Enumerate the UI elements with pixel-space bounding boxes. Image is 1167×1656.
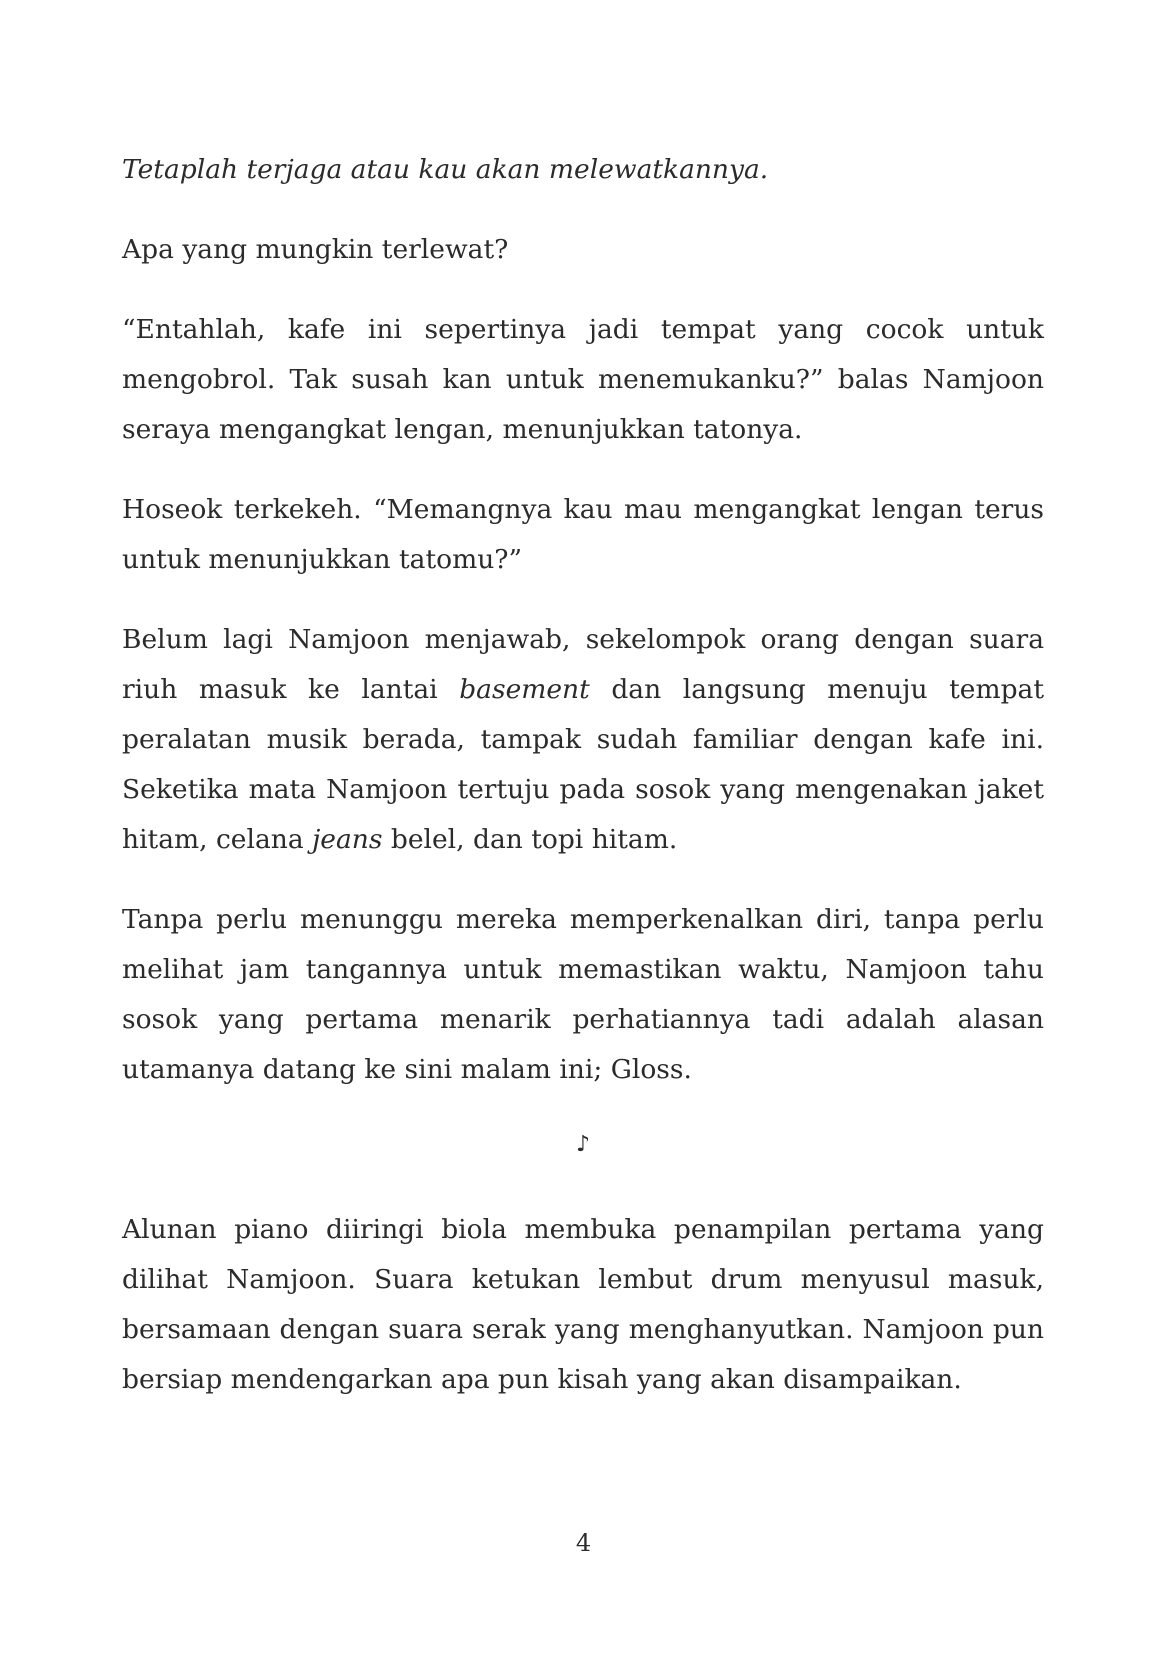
paragraph-7: Alunan piano diiringi biola membuka penampilan pertama yang dilihat Namjoon. Suara ketukan lembut drum menyusul masuk, bersamaan dengan suara serak yang menghanyutkan. Namjoon pun bersiap mendengarkan apa pun kisah yang akan disampaikan. <box>122 1214 1044 1395</box>
page-body <box>122 145 1044 1435</box>
paragraph-5-part-3: belel, dan topi hitam. <box>382 824 678 855</box>
paragraph-3: “Entahlah, kafe ini sepertinya jadi tempat yang cocok untuk mengobrol. Tak susah kan untuk menemukanku?” balas Namjoon seraya mengangkat lengan, menunjukkan tatonya. <box>122 314 1044 445</box>
paragraph-5 <box>122 615 1044 865</box>
paragraph-5-italic-jeans: jeans <box>312 824 383 855</box>
page-number: 4 <box>575 1529 592 1557</box>
paragraph-1: Tetaplah terjaga atau kau akan melewatkannya. <box>122 154 769 185</box>
music-note-icon: ♪ <box>575 1132 591 1157</box>
paragraph-6: Tanpa perlu menunggu mereka memperkenalkan diri, tanpa perlu melihat jam tangannya untuk memastikan waktu, Namjoon tahu sosok yang pertama menarik perhatiannya tadi adalah alasan utamanya datang ke sini malam ini; Gloss. <box>122 904 1044 1085</box>
paragraph-5-italic-basement: basement <box>459 674 590 705</box>
paragraph-4: Hoseok terkekeh. “Memangnya kau mau mengangkat lengan terus untuk menunjukkan tatomu?” <box>122 494 1044 575</box>
paragraph-5-part-2: dan langsung menuju tempat peralatan musik berada, tampak sudah familiar dengan kafe ini. Seketika mata Namjoon tertuju pada sosok yang mengenakan jaket hitam, celana <box>122 674 1044 855</box>
paragraph-2: Apa yang mungkin terlewat? <box>122 234 509 265</box>
paragraph-5-part-1: Belum lagi Namjoon menjawab, sekelompok orang dengan suara riuh masuk ke lantai <box>122 624 1044 705</box>
